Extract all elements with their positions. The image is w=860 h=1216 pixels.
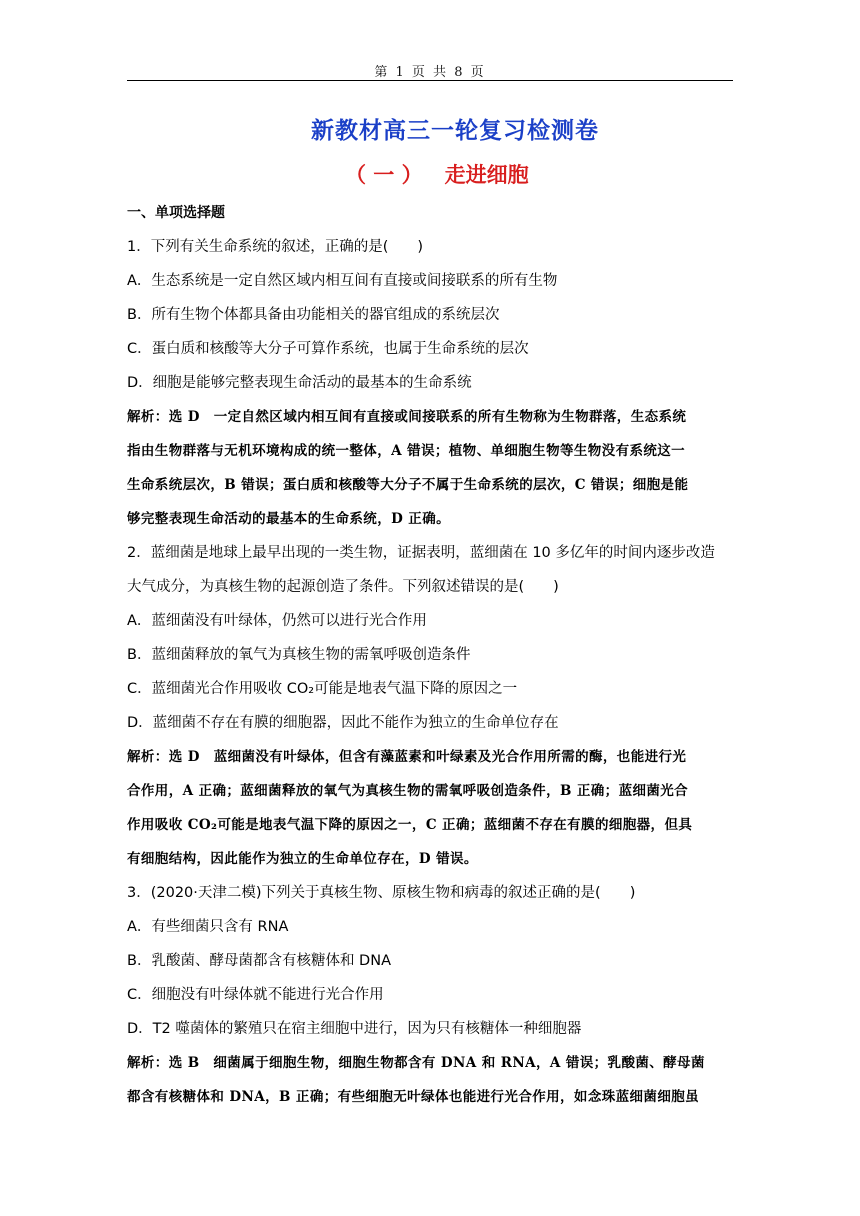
q2-option-b: B．蓝细菌释放的氧气为真核生物的需氧呼吸创造条件	[127, 647, 471, 663]
q1-option-d: D．细胞是能够完整表现生命活动的最基本的生命系统	[127, 375, 472, 391]
page-header: 第 1 页 共 8 页	[374, 65, 486, 80]
q2-stem-line: 2．蓝细菌是地球上最早出现的一类生物，证据表明，蓝细菌在 10 多亿年的时间内逐步改造	[127, 545, 715, 561]
q1-explanation-line: 够完整表现生命活动的最基本的生命系统，D 正确。	[127, 511, 451, 527]
q1-explanation-line: 解析：选 D 一定自然区域内相互间有直接或间接联系的所有生物称为生物群落，生态系统	[127, 409, 687, 425]
q1-option-b: B．所有生物个体都具备由功能相关的器官组成的系统层次	[127, 307, 500, 323]
q2-explanation-line: 合作用，A 正确；蓝细菌释放的氧气为真核生物的需氧呼吸创造条件，B 正确；蓝细菌光合	[127, 783, 689, 799]
exam-title: 新教材高三一轮复习检测卷	[311, 118, 599, 144]
q3-option-d: D．T2 噬菌体的繁殖只在宿主细胞中进行，因为只有核糖体一种细胞器	[127, 1021, 582, 1037]
q3-option-b: B．乳酸菌、酵母菌都含有核糖体和 DNA	[127, 953, 391, 969]
q2-stem-line: 大气成分，为真核生物的起源创造了条件。下列叙述错误的是( )	[127, 579, 559, 595]
q3-stem: 3．(2020·天津二模)下列关于真核生物、原核生物和病毒的叙述正确的是( )	[127, 885, 636, 901]
q2-explanation-line: 有细胞结构，因此能作为独立的生命单位存在，D 错误。	[127, 851, 478, 867]
q1-option-c: C．蛋白质和核酸等大分子可算作系统，也属于生命系统的层次	[127, 341, 529, 357]
q2-explanation-line: 解析：选 D 蓝细菌没有叶绿体，但含有藻蓝素和叶绿素及光合作用所需的酶，也能进行光	[127, 749, 687, 765]
q1-explanation-line: 指由生物群落与无机环境构成的统一整体，A 错误；植物、单细胞生物等生物没有系统这一	[127, 443, 686, 459]
subtitle-topic: 走进细胞	[444, 163, 529, 187]
q1-explanation-line: 生命系统层次，B 错误；蛋白质和核酸等大分子不属于生命系统的层次，C 错误；细胞是能	[127, 477, 689, 493]
subtitle-number: （ 一 ）	[345, 163, 423, 187]
q2-option-a: A．蓝细菌没有叶绿体，仍然可以进行光合作用	[127, 613, 427, 629]
q3-explanation-line: 解析：选 B 细菌属于细胞生物，细胞生物都含有 DNA 和 RNA，A 错误；乳酸菌、酵母菌	[127, 1055, 705, 1071]
section-heading: 一、单项选择题	[127, 205, 225, 221]
q2-option-c: C．蓝细菌光合作用吸收 CO₂可能是地表气温下降的原因之一	[127, 681, 518, 697]
exam-subtitle	[345, 159, 529, 189]
q2-option-d: D．蓝细菌不存在有膜的细胞器，因此不能作为独立的生命单位存在	[127, 715, 559, 731]
q1-stem: 1．下列有关生命系统的叙述，正确的是( )	[127, 239, 424, 255]
header-divider	[127, 80, 733, 81]
q3-explanation-line: 都含有核糖体和 DNA，B 正确；有些细胞无叶绿体也能进行光合作用，如念珠蓝细菌细胞虽	[127, 1089, 700, 1105]
document-body	[127, 196, 737, 1114]
q3-option-a: A．有些细菌只含有 RNA	[127, 919, 289, 935]
q2-explanation-line: 作用吸收 CO₂可能是地表气温下降的原因之一，C 正确；蓝细菌不存在有膜的细胞器，但具	[127, 817, 693, 833]
q3-option-c: C．细胞没有叶绿体就不能进行光合作用	[127, 987, 384, 1003]
q1-option-a: A．生态系统是一定自然区域内相互间有直接或间接联系的所有生物	[127, 273, 558, 289]
